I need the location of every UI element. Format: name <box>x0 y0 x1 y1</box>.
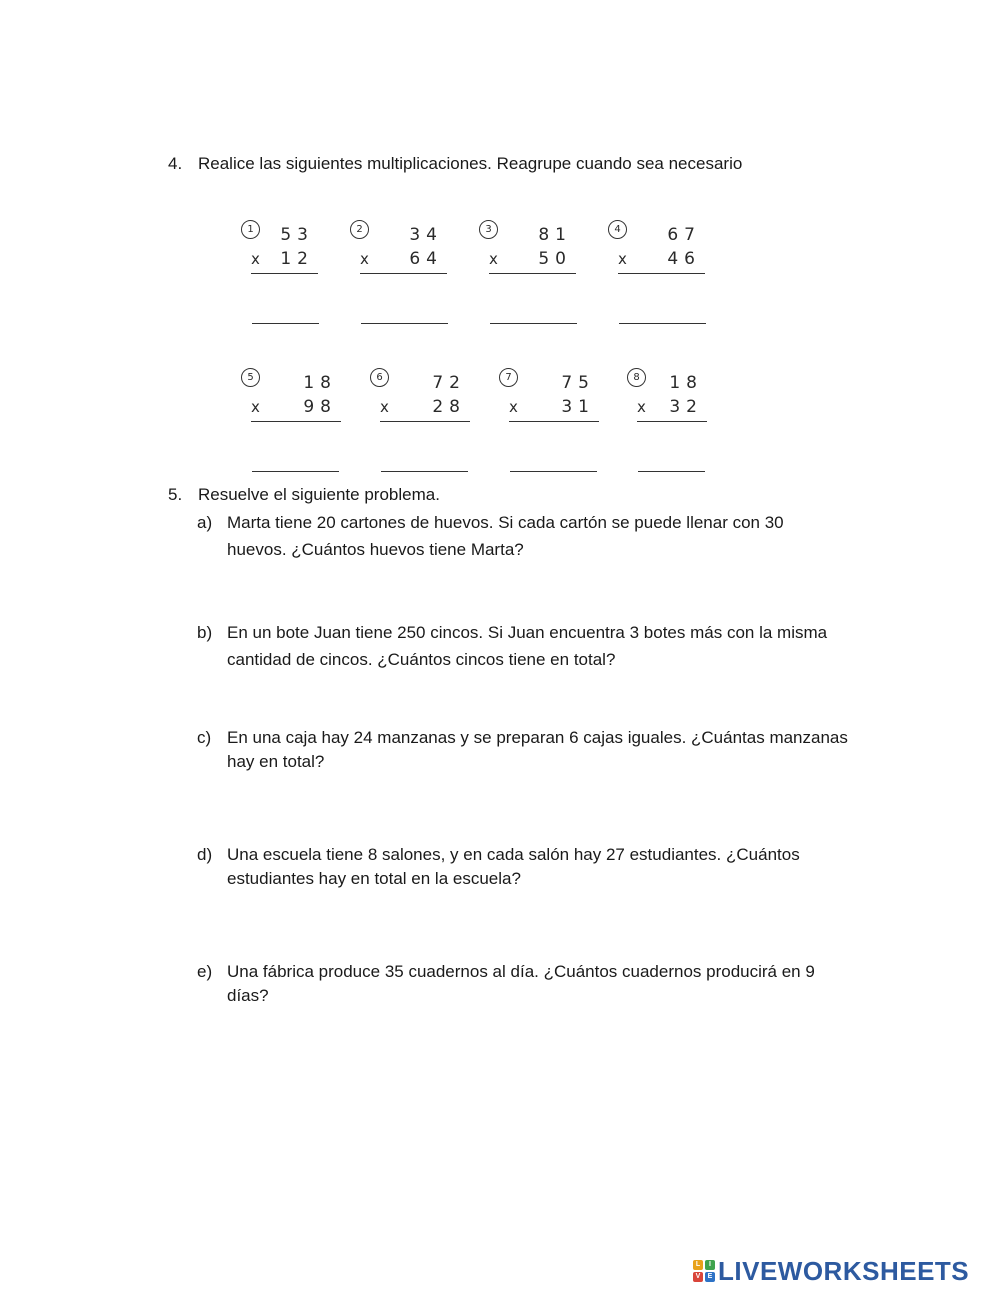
word-problem-e <box>197 960 837 1010</box>
times-sign: x <box>251 398 260 416</box>
multiplicand: 75 <box>561 373 595 393</box>
item-text-line: Una escuela tiene 8 salones, y en cada salón hay 27 estudiantes. ¿Cuántos <box>227 845 800 864</box>
problem-5 <box>241 368 359 428</box>
product-rule <box>380 421 470 422</box>
multiplicand: 34 <box>409 225 443 245</box>
question-4-text: Realice las siguientes multiplicaciones. Reagrupe cuando sea necesario <box>198 154 743 173</box>
product-rule <box>618 273 705 274</box>
logo-cube: E <box>705 1272 715 1282</box>
problem-number-badge: 2 <box>350 220 369 239</box>
item-label: e) <box>197 962 213 981</box>
multiplicand: 72 <box>432 373 466 393</box>
item-text-line: huevos. ¿Cuántos huevos tiene Marta? <box>227 540 524 559</box>
item-text <box>227 619 867 673</box>
item-text-line: Marta tiene 20 cartones de huevos. Si cada cartón se puede llenar con 30 <box>227 513 784 532</box>
problem-number-badge: 8 <box>627 368 646 387</box>
question-5-text: Resuelve el siguiente problema. <box>198 485 440 504</box>
logo-text: LIVEWORKSHEETS <box>718 1255 970 1286</box>
multiplicand: 81 <box>538 225 572 245</box>
problem-number-badge: 6 <box>370 368 389 387</box>
problem-number-badge: 7 <box>499 368 518 387</box>
item-label: b) <box>197 623 213 642</box>
liveworksheets-logo <box>693 1256 969 1286</box>
item-label: c) <box>197 728 212 747</box>
logo-cube: V <box>693 1272 703 1282</box>
item-text <box>227 726 867 774</box>
problem-7 <box>499 368 617 428</box>
product-rule <box>637 421 707 422</box>
times-sign: x <box>380 398 389 416</box>
item-text <box>227 960 867 1008</box>
item-text-line: En una caja hay 24 manzanas y se preparan 6 cajas iguales. ¿Cuántas manzanas <box>227 728 848 747</box>
item-label: a) <box>197 513 213 532</box>
answer-line <box>252 323 319 324</box>
answer-line <box>510 471 597 472</box>
item-text-line: hay en total? <box>227 752 325 771</box>
problem-4 <box>608 220 723 280</box>
problem-3 <box>479 220 594 280</box>
multiplier: 28 <box>432 397 466 417</box>
logo-cube: I <box>705 1260 715 1270</box>
problem-number-badge: 1 <box>241 220 260 239</box>
question-5-number: 5. <box>168 485 183 504</box>
multiplier: 31 <box>561 397 595 417</box>
multiplier: 32 <box>669 397 703 417</box>
answer-line <box>619 323 706 324</box>
product-rule <box>360 273 447 274</box>
word-problem-d <box>197 843 837 893</box>
product-rule <box>251 421 341 422</box>
item-text-line: días? <box>227 986 269 1005</box>
word-problem-a <box>197 509 837 565</box>
item-text-line: Una fábrica produce 35 cuadernos al día. ¿Cuántos cuadernos producirá en 9 <box>227 962 815 981</box>
problem-number-badge: 4 <box>608 220 627 239</box>
times-sign: x <box>509 398 518 416</box>
product-rule <box>509 421 599 422</box>
item-text-line: En un bote Juan tiene 250 cincos. Si Juan encuentra 3 botes más con la misma <box>227 623 828 642</box>
times-sign: x <box>637 398 646 416</box>
question-4-number: 4. <box>168 154 183 173</box>
answer-line <box>361 323 448 324</box>
problem-1 <box>241 220 336 280</box>
problem-number-badge: 3 <box>479 220 498 239</box>
item-text-line: cantidad de cincos. ¿Cuántos cincos tiene en total? <box>227 650 616 669</box>
problem-number-badge: 5 <box>241 368 260 387</box>
answer-line <box>252 471 339 472</box>
word-problem-b <box>197 619 837 675</box>
times-sign: x <box>360 250 369 268</box>
multiplicand: 67 <box>667 225 701 245</box>
times-sign: x <box>489 250 498 268</box>
multiplier: 46 <box>667 249 701 269</box>
question-4 <box>168 153 868 175</box>
multiplier: 50 <box>538 249 572 269</box>
problem-6 <box>370 368 488 428</box>
multiplicand: 18 <box>669 373 703 393</box>
answer-line <box>490 323 577 324</box>
item-label: d) <box>197 845 213 864</box>
multiplier: 64 <box>409 249 443 269</box>
multiplicand: 18 <box>303 373 337 393</box>
item-text <box>227 843 867 891</box>
times-sign: x <box>251 250 260 268</box>
logo-cubes-icon <box>693 1260 715 1282</box>
logo-cube: L <box>693 1260 703 1270</box>
problem-8 <box>627 368 725 428</box>
word-problem-c <box>197 726 848 776</box>
problem-2 <box>350 220 465 280</box>
answer-line <box>638 471 705 472</box>
item-text <box>227 509 867 563</box>
multiplicand: 53 <box>280 225 314 245</box>
item-text-line: estudiantes hay en total en la escuela? <box>227 869 521 888</box>
multiplier: 98 <box>303 397 337 417</box>
multiplier: 12 <box>280 249 314 269</box>
answer-line <box>381 471 468 472</box>
product-rule <box>251 273 318 274</box>
question-5 <box>168 484 868 506</box>
times-sign: x <box>618 250 627 268</box>
product-rule <box>489 273 576 274</box>
